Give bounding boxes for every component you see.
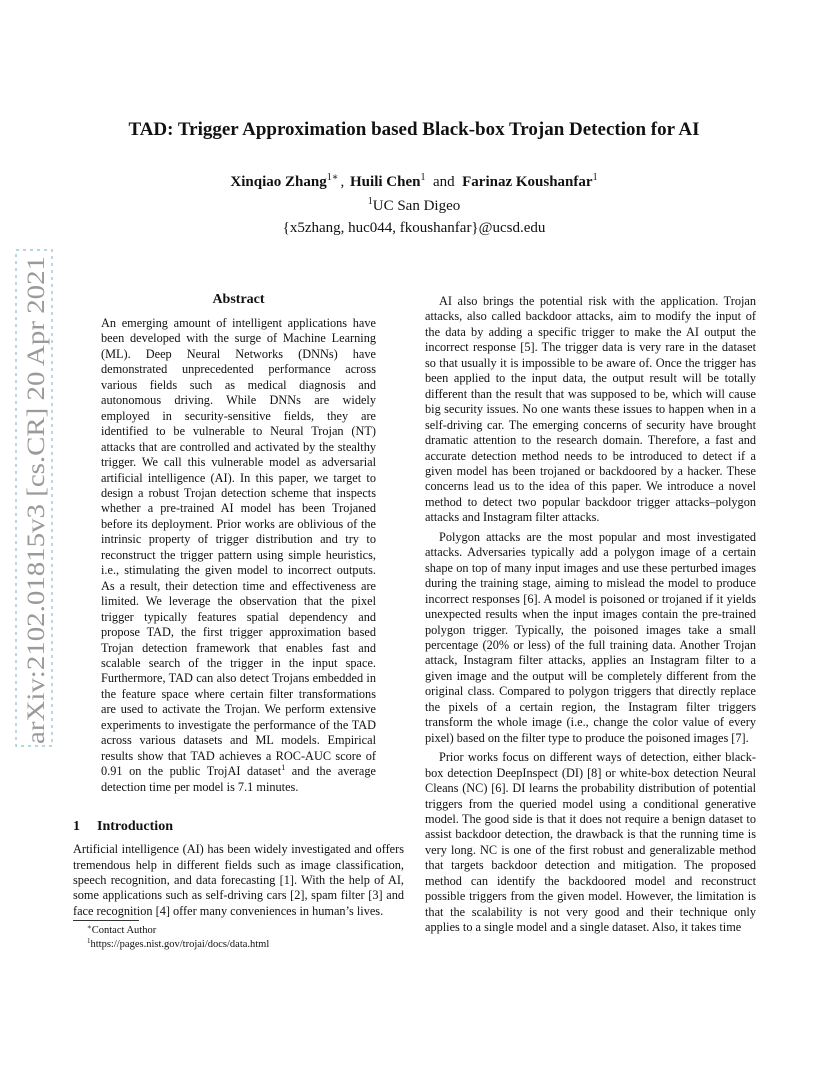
- affiliation-sup: 1: [367, 196, 373, 207]
- right-column: [425, 294, 756, 936]
- arxiv-stamp-text: arXiv:2102.01815v3 [cs.CR] 20 Apr 2021: [21, 313, 50, 744]
- footnote: [73, 938, 404, 952]
- author-sup: 1: [592, 172, 598, 183]
- intro-paragraph: Artificial intelligence (AI) has been widely investigated and offers tremendous help in different fields such as image classification, speech recognition, and data forecasting [1]. With the help of AI, some applications such as self-driving cars [2], spam filter [3] and face recognition [4] offer many conveniences in human’s lives.: [73, 842, 404, 918]
- author-and: and: [432, 174, 455, 190]
- footnote: [73, 924, 404, 938]
- body-paragraph: AI also brings the potential risk with the application. Trojan attacks, also called backdoor attacks, aim to modify the input of the data by adding a specific trigger to make the AI output the incorrect response [5]. The trigger data is very rare in the dataset so that usually it is impossible to be aware of. Once the trigger has been applied to the input data, the output result will be totally different than the result that was supposed to be, which will cause big security issues. No one wants these issues to happen when in a self-driving car. The emerging concerns of security have brought dramatic attention to the research domain. Therefore, a fast and accurate detection method needs to be introduced to detect if a given model has been trojaned or backdoored by a hacker. These concerns lead us to the idea of this paper. We introduce a novel method to detect two popular backdoor trigger attacks–polygon attacks and Instagram filter attacks.: [425, 294, 756, 525]
- footnotes: [73, 920, 404, 952]
- author-name: Farinaz Koushanfar: [462, 174, 593, 190]
- body-paragraph: Prior works focus on different ways of detection, either black-box detection DeepInspect (DI) [8] or white-box detection Neural Cleans (NC) [6]. DI learns the probability distribution of potential triggers from the queried model using a conditional generative model. The good side is that it does not require a benign dataset to assist backdoor detection, the drawback is that the running time is very long. NC is one of the first robust and generalizable method that targets backdoor detection and mitigation. The proposed method can identify the backdoored model and reconstruct possible triggers from the given model. However, the limitation is that the scalability is not very good and their technique only applies to a single model and a single dataset. Also, it takes time: [425, 750, 756, 935]
- author-name: Huili Chen: [350, 174, 421, 190]
- author-line: [90, 172, 738, 192]
- affiliation: [90, 196, 738, 216]
- abstract-body: [101, 316, 376, 795]
- author-name: Xinqiao Zhang: [230, 174, 327, 190]
- author-sup: 1∗: [326, 172, 339, 183]
- section-title: Introduction: [97, 819, 173, 835]
- footnote-mark: ∗: [87, 923, 92, 931]
- arxiv-stamp-graphic: [14, 248, 54, 748]
- arxiv-stamp: [14, 248, 54, 748]
- footnote-text: https://pages.nist.gov/trojai/docs/data.html: [90, 939, 270, 950]
- abstract-heading: Abstract: [212, 292, 265, 307]
- author-separator: ,: [340, 174, 345, 190]
- footnote-mark: 1: [87, 937, 91, 945]
- footnote-rule: [73, 920, 139, 921]
- section-heading: [73, 819, 404, 835]
- paper-title: TAD: Trigger Approximation based Black-box Trojan Detection for AI: [128, 119, 700, 140]
- affiliation-text: UC San Digeo: [372, 198, 461, 214]
- footnote-ref: 1: [281, 763, 286, 773]
- abstract-text-end: and the average detection time per model is 7.1 minutes.: [101, 764, 376, 794]
- section-number: 1: [73, 819, 80, 835]
- author-sup: 1: [420, 172, 426, 183]
- footnote-text: Contact Author: [91, 925, 157, 936]
- body-paragraph: Polygon attacks are the most popular and most investigated attacks. Adversaries typically add a polygon image of a certain shape on top of many input images and use these perturbed images during the training stage, aiming to mislead the model to produce incorrect responses [6]. A model is poisoned or trojaned if it yields unexpected results when the input images contain the pre-trained polygon trigger. Typically, the poisoned images take a small percentage (20% or less) of the full training data. Another Trojan attack, Instagram filter attacks, applies an Instagram filter to a given image and the output will be completely different from the original class. Compared to polygon triggers that directly replace the pixels of a certain region, the Instagram filter triggers transform the whole image (i.e., change the color value of every pixel) based on the filter type to produce the poisoned images [7].: [425, 529, 756, 745]
- author-emails: {x5zhang, huc044, fkoushanfar}@ucsd.edu: [282, 220, 546, 236]
- abstract-text: An emerging amount of intelligent applications have been developed with the surge of Machine Learning (ML). Deep Neural Networks (DNNs) have demonstrated unprecedented performance across various fields such as medical diagnosis and autonomous driving. While DNNs are widely employed in security-sensitive fields, they are identified to be vulnerable to Neural Trojan (NT) attacks that are controlled and activated by the stealthy trigger. We call this vulnerable model as adversarial artificial intelligence (AI). In this paper, we target to design a robust Trojan detection scheme that inspects whether a pre-trained AI model has been Trojaned before its deployment. Prior works are oblivious of the intrinsic property of trigger distribution and try to reconstruct the trigger pattern using simple heuristics, i.e., stimulating the given model to incorrect outputs. As a result, their detection time and effectiveness are limited. We leverage the observation that the pixel trigger typically features spatial dependency and propose TAD, the first trigger approximation based Trojan detection framework that enables fast and scalable search of the trigger in the input space. Furthermore, TAD can also detect Trojans embedded in the feature space where certain filter transformations are used to activate the Trojan. We perform extensive experiments to investigate the performance of the TAD across various datasets and ML models. Empirical results show that TAD achieves a ROC-AUC score of 0.91 on the public TrojAI dataset: [101, 316, 376, 779]
- left-column: [73, 292, 404, 919]
